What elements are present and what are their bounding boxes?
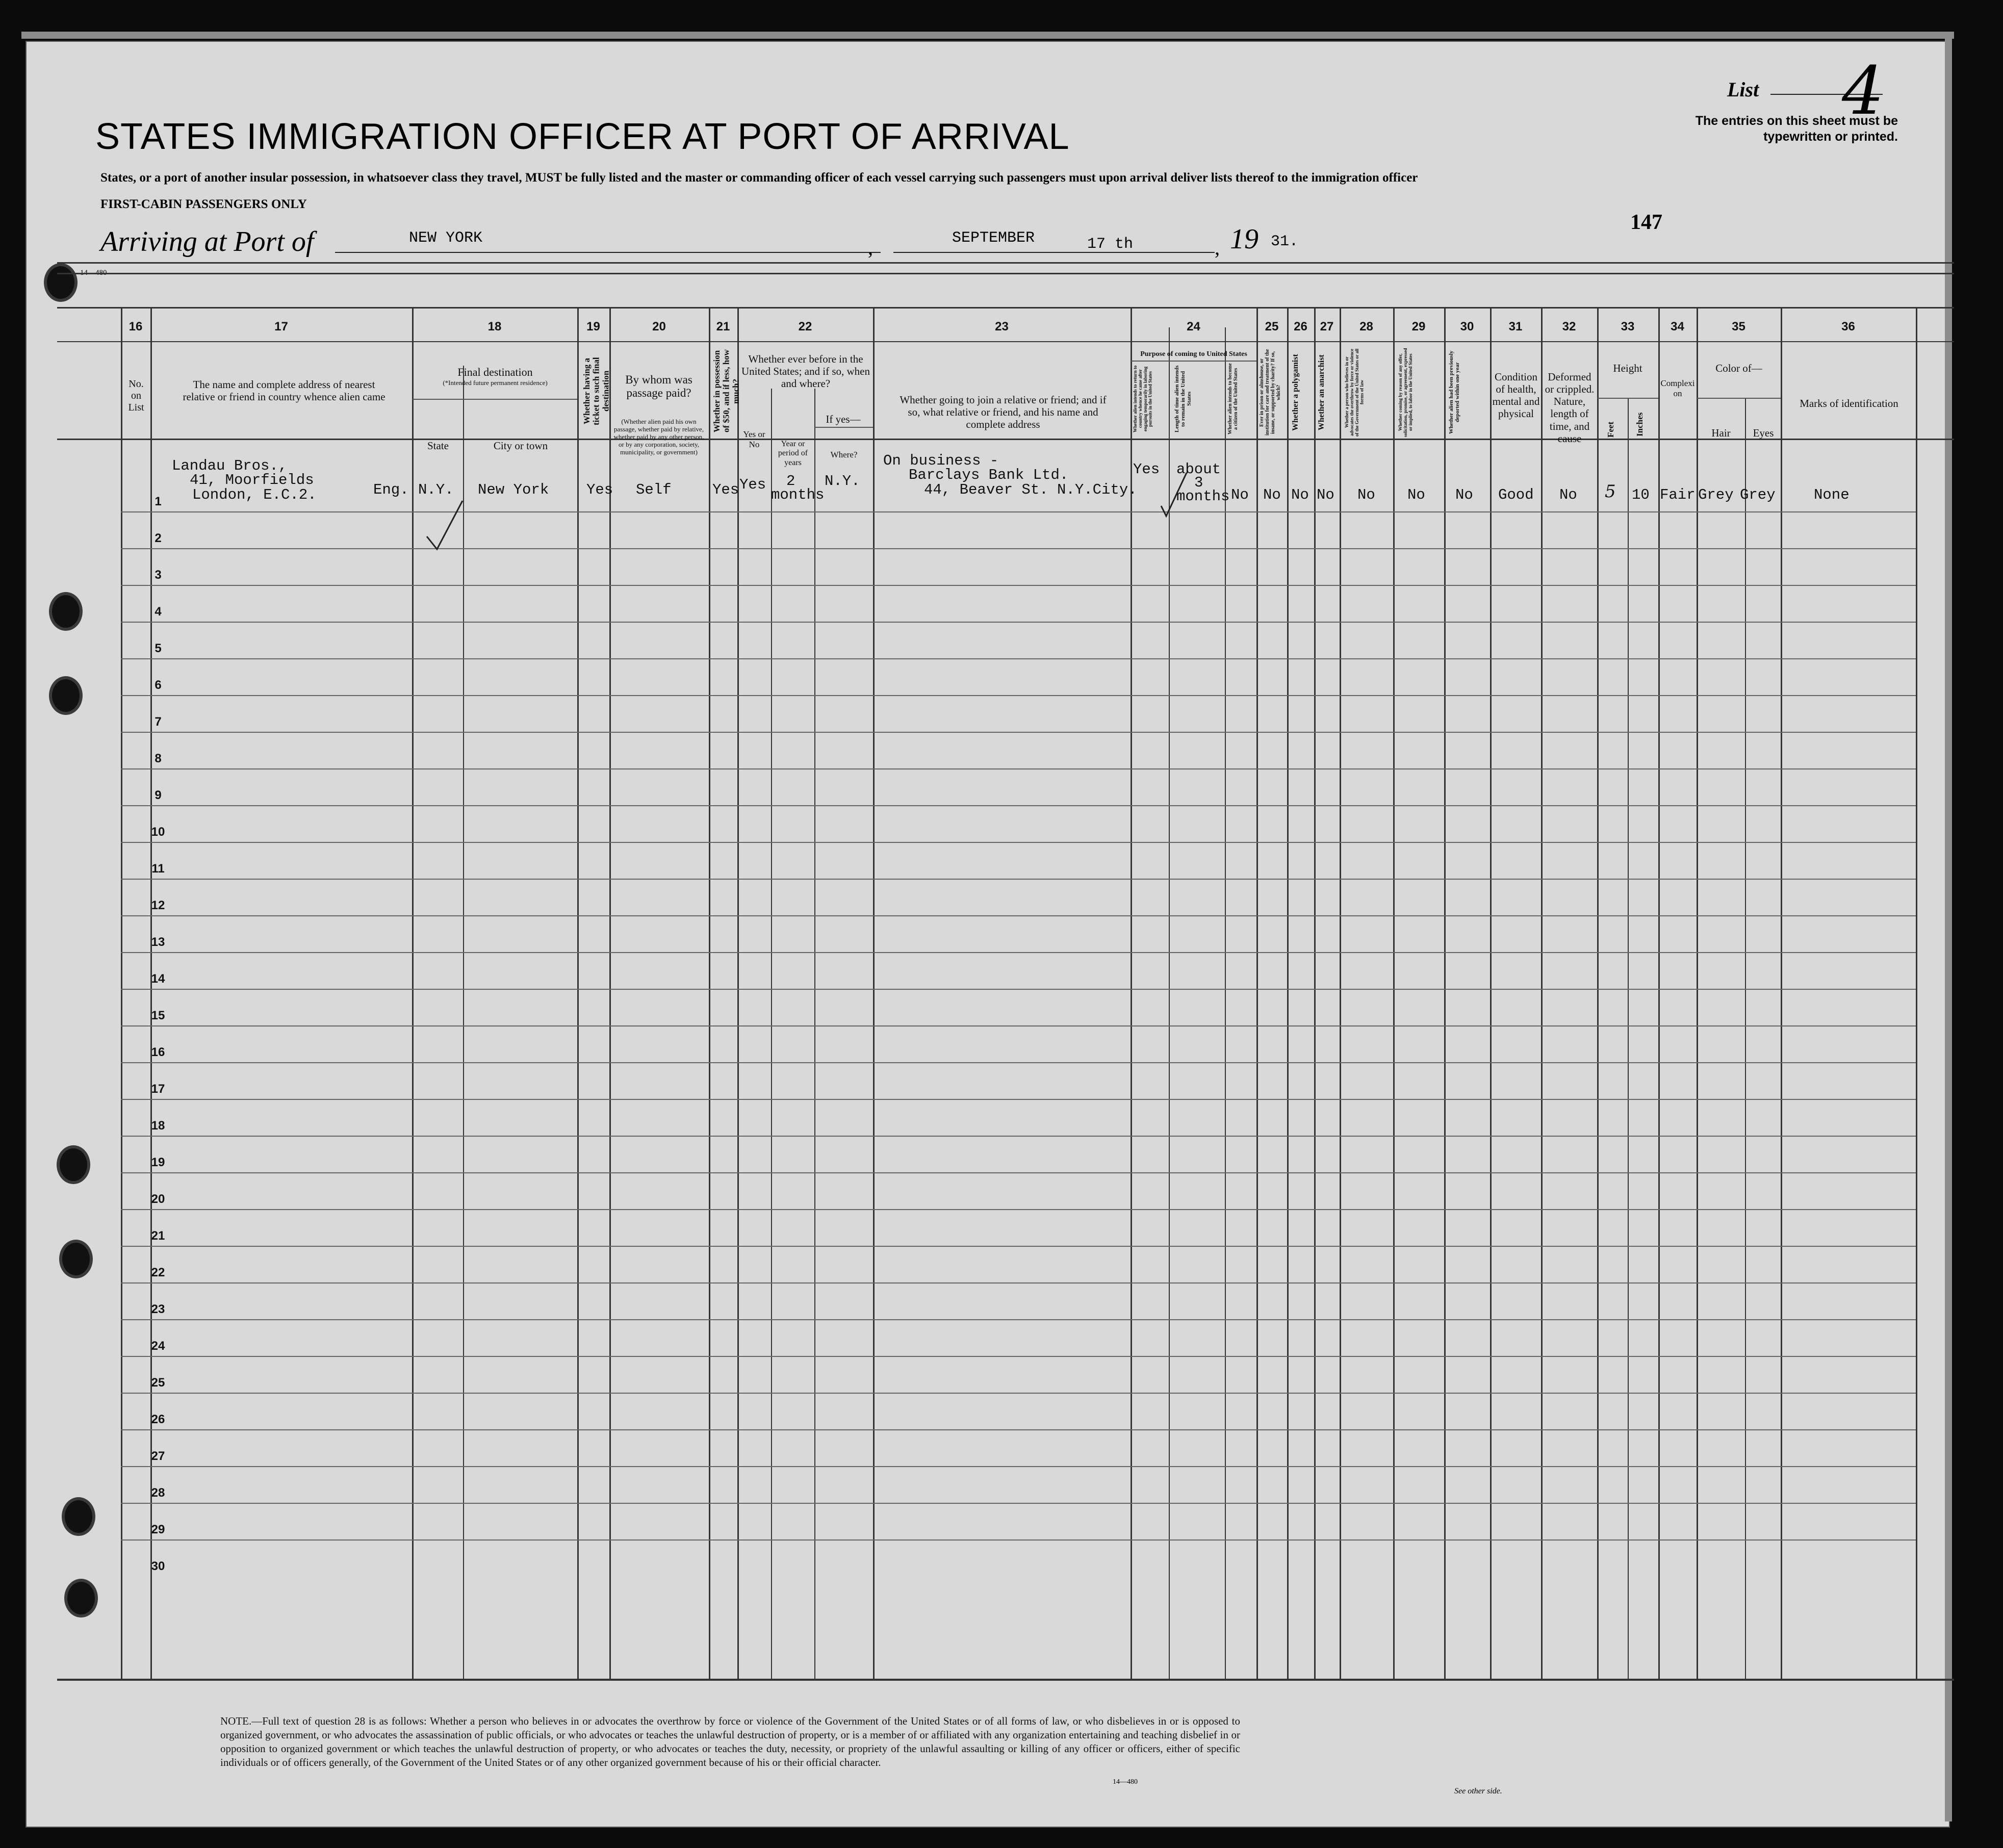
col-line bbox=[1597, 307, 1599, 1679]
period-value: 2 bbox=[786, 473, 795, 490]
row-number: 23 bbox=[151, 1302, 165, 1316]
col-line bbox=[1393, 307, 1395, 1679]
row-rule bbox=[121, 768, 1916, 769]
row-rule bbox=[121, 842, 1916, 843]
row-number: 5 bbox=[155, 641, 162, 655]
header-anarchist: Whether an anarchist bbox=[1317, 354, 1326, 430]
col-number-20: 20 bbox=[652, 320, 666, 333]
relative-line-3: London, E.C.2. bbox=[192, 486, 317, 503]
col-number-18: 18 bbox=[487, 320, 502, 333]
arriving-label: Arriving at Port of bbox=[100, 226, 314, 258]
row-number: 11 bbox=[151, 862, 165, 876]
header-passage-paid: By whom was passage paid? bbox=[625, 373, 692, 400]
before-in-us-value: Yes bbox=[739, 476, 766, 493]
row-rule bbox=[121, 915, 1916, 916]
header-complexion: Complexion bbox=[1660, 378, 1695, 398]
row-rule bbox=[121, 1209, 1916, 1210]
col-line bbox=[873, 307, 875, 1679]
row-number: 30 bbox=[151, 1559, 165, 1573]
header-purpose: Purpose of coming to United States bbox=[1140, 350, 1247, 358]
col-line bbox=[1287, 307, 1289, 1679]
header-where: Where? bbox=[830, 450, 858, 459]
col-line bbox=[1541, 307, 1543, 1679]
row-rule bbox=[121, 1282, 1916, 1284]
col-number-23: 23 bbox=[995, 320, 1009, 333]
row-number: 12 bbox=[151, 899, 165, 912]
col-line bbox=[1340, 307, 1341, 1679]
offer-labor-value: No bbox=[1407, 486, 1425, 503]
row-number: 1 bbox=[155, 495, 162, 508]
header-state: State bbox=[427, 440, 449, 452]
col-number-16: 16 bbox=[129, 320, 143, 333]
row-number: 9 bbox=[155, 788, 162, 802]
hair-value: Grey bbox=[1698, 486, 1734, 503]
row-number: 21 bbox=[151, 1229, 165, 1243]
row-number: 18 bbox=[151, 1119, 165, 1133]
relative-line-2: 41, Moorfields bbox=[190, 472, 314, 489]
header-possession-50: Whether in possession of $50, and if less, how much? bbox=[712, 349, 741, 433]
comma-1: , bbox=[868, 236, 873, 259]
punch-hole bbox=[62, 1243, 90, 1275]
sub-rule bbox=[1598, 398, 1658, 399]
header-ticket: Whether having a ticket to such final destination bbox=[582, 357, 611, 425]
table-top bbox=[57, 307, 1954, 309]
col-line bbox=[771, 389, 772, 1679]
row-rule bbox=[121, 1136, 1916, 1137]
header-deported: Whether alien had been previously deported within one year bbox=[1448, 350, 1461, 434]
length-line-2: 3 bbox=[1194, 474, 1203, 491]
list-label: List bbox=[1727, 78, 1759, 101]
row-rule bbox=[121, 1099, 1916, 1100]
sub-rule bbox=[815, 427, 873, 428]
page-edge bbox=[21, 32, 1954, 39]
row-rule bbox=[121, 989, 1916, 990]
header-rule bbox=[57, 273, 1954, 274]
col-number-28: 28 bbox=[1359, 320, 1373, 333]
col-line bbox=[1658, 307, 1660, 1679]
row-number: 27 bbox=[151, 1449, 165, 1463]
row-number: 25 bbox=[151, 1376, 165, 1390]
col-number-32: 32 bbox=[1562, 320, 1576, 333]
col-number-17: 17 bbox=[274, 320, 288, 333]
period-unit: months bbox=[771, 486, 825, 503]
header-overthrow: Whether a person who believes in or advocates the overthrow by force or violence of the Government of the United States or all forms of law bbox=[1344, 348, 1365, 437]
header-feet: Feet bbox=[1606, 421, 1615, 438]
header-citizen-intent: Whether alien intends to become a citizen of the United States bbox=[1227, 363, 1239, 434]
polygamist-value: No bbox=[1291, 486, 1309, 503]
col-number-25: 25 bbox=[1265, 320, 1279, 333]
manifest-sheet bbox=[25, 41, 1950, 1828]
note-form-code: 14—480 bbox=[1113, 1778, 1138, 1786]
relative-country: Eng. bbox=[373, 481, 409, 498]
header-deformed: Deformed or crippled. Nature, length of time, and cause bbox=[1545, 371, 1595, 445]
row-number: 28 bbox=[151, 1486, 165, 1500]
row-rule bbox=[121, 511, 1916, 512]
punch-hole bbox=[52, 595, 80, 628]
row-rule bbox=[121, 1503, 1916, 1504]
row-rule bbox=[121, 732, 1916, 733]
prison-value: No bbox=[1263, 486, 1281, 503]
col-line bbox=[463, 366, 464, 1679]
header-color-of: Color of— bbox=[1715, 362, 1762, 374]
port-value: NEW YORK bbox=[409, 229, 483, 247]
row-rule bbox=[121, 1393, 1916, 1394]
row-rule bbox=[121, 548, 1916, 549]
row-number: 8 bbox=[155, 752, 162, 765]
date-line bbox=[893, 252, 1215, 253]
question-28-note: NOTE.—Full text of question 28 is as follows: Whether a person who believes in or advocates the overthrow by force or violence of the Government of the United States or of all forms of law, or who disbelieves in or is opposed to organized government, or who advocates the assassination of public officials, or who advocates or teaches the unlawful destruction of property, or is a member of or affiliated with any organization entertaining and teaching disbelief in or opposition to organized government or which teaches the unlawful destruction of property, or who advocates or teaches the duty, necessity, or propriety of the unlawful assaulting or killing of any officer or officers, either of specific individuals or of officers generally, of the Government of the United States or of any other organized government because of his or their official character. bbox=[220, 1715, 1240, 1768]
year-prefix: 19 bbox=[1230, 223, 1259, 255]
col-number-31: 31 bbox=[1508, 320, 1523, 333]
col-line bbox=[1490, 307, 1492, 1679]
possession-value: Yes bbox=[712, 481, 739, 498]
header-length-stay: Length of time alien intends to remain in the United States bbox=[1174, 365, 1193, 432]
header-year-period: Year or period of years bbox=[778, 440, 808, 467]
col-number-22: 22 bbox=[798, 320, 812, 333]
row-rule bbox=[121, 1172, 1916, 1173]
col-number-26: 26 bbox=[1294, 320, 1307, 333]
table-bottom bbox=[57, 1679, 1954, 1681]
sub-rule bbox=[1131, 361, 1256, 362]
row-number: 10 bbox=[151, 825, 165, 839]
header-final-destination-note: (*Intended future permanent residence) bbox=[443, 379, 548, 387]
col-line bbox=[1444, 307, 1446, 1679]
complexion-value: Fair bbox=[1660, 486, 1696, 503]
row-number: 2 bbox=[155, 531, 162, 545]
header-rule bbox=[57, 262, 1954, 264]
row-number: 29 bbox=[151, 1523, 165, 1536]
header-if-yes: If yes— bbox=[826, 413, 861, 425]
col-line bbox=[1131, 307, 1132, 1679]
row-number: 26 bbox=[151, 1413, 165, 1426]
punch-hole bbox=[60, 1148, 87, 1181]
length-line-1: about bbox=[1176, 461, 1221, 478]
row-number: 17 bbox=[151, 1082, 165, 1096]
col-line bbox=[412, 307, 414, 1679]
row-rule bbox=[121, 622, 1916, 623]
row-rule bbox=[121, 1246, 1916, 1247]
header-prison: Ever in prison or almshouse, or institution for care and treatment of the insane, or supported by charity? If so, which? bbox=[1259, 349, 1281, 436]
header-height: Height bbox=[1613, 362, 1642, 374]
row-rule bbox=[121, 1319, 1916, 1320]
col-line bbox=[1745, 399, 1746, 1679]
header-eyes: Eyes bbox=[1753, 427, 1774, 439]
row-number: 22 bbox=[151, 1266, 165, 1279]
join-line-1: On business - bbox=[883, 452, 999, 469]
col-line bbox=[1314, 307, 1316, 1679]
header-bottom bbox=[57, 439, 1954, 440]
dest-state: N.Y. bbox=[418, 481, 454, 498]
anarchist-value: No bbox=[1317, 486, 1334, 503]
length-line-3: months bbox=[1176, 488, 1230, 505]
col-number-27: 27 bbox=[1320, 320, 1334, 333]
row-rule bbox=[121, 1539, 1916, 1541]
deformed-value: No bbox=[1559, 486, 1577, 503]
page-edge bbox=[1945, 37, 1952, 1821]
row-number: 16 bbox=[151, 1045, 165, 1059]
punch-hole bbox=[67, 1582, 95, 1614]
row-rule bbox=[121, 1466, 1916, 1467]
join-line-2: Barclays Bank Ltd. bbox=[909, 467, 1069, 483]
row-rule bbox=[121, 1025, 1916, 1026]
year-suffix: 31. bbox=[1271, 233, 1299, 250]
col-line bbox=[150, 307, 152, 1679]
return-intent-value: Yes bbox=[1133, 461, 1160, 478]
page-title: STATES IMMIGRATION OFFICER AT PORT OF ARRIVAL bbox=[95, 116, 1070, 157]
col-line bbox=[737, 307, 739, 1679]
col-line bbox=[1256, 307, 1258, 1679]
health-value: Good bbox=[1498, 486, 1534, 503]
day-value: 17 th bbox=[1087, 236, 1134, 253]
sub-rule bbox=[1697, 398, 1781, 399]
deported-value: No bbox=[1455, 486, 1473, 503]
row-number: 14 bbox=[151, 972, 165, 986]
header-passage-paid-note: (Whether alien paid his own passage, whether paid by relative, whether paid by any other person, or by any corporation, society, municipality, or government) bbox=[613, 418, 704, 456]
header-final-destination: Final destination bbox=[457, 366, 533, 378]
row-number: 4 bbox=[155, 605, 162, 619]
punch-hole bbox=[52, 679, 80, 712]
month-value: SEPTEMBER bbox=[952, 229, 1035, 247]
header-inches: Inches bbox=[1635, 412, 1645, 437]
relative-line-1: Landau Bros., bbox=[172, 457, 288, 474]
row-number: 15 bbox=[151, 1009, 165, 1022]
join-line-3: 44, Beaver St. N.Y.City. bbox=[924, 481, 1137, 498]
port-line bbox=[335, 252, 881, 253]
col-number-19: 19 bbox=[586, 320, 600, 333]
col-number-29: 29 bbox=[1411, 320, 1426, 333]
overthrow-value: No bbox=[1357, 486, 1375, 503]
punch-hole bbox=[65, 1500, 92, 1533]
comma-2: , bbox=[1215, 236, 1220, 259]
row-rule bbox=[121, 1429, 1916, 1430]
class-line: FIRST-CABIN PASSENGERS ONLY bbox=[100, 197, 307, 211]
where-value: N.Y. bbox=[825, 473, 860, 490]
header-health: Condition of health, mental and physical bbox=[1492, 371, 1540, 420]
row-rule bbox=[121, 805, 1916, 806]
row-number: 3 bbox=[155, 568, 162, 582]
citizen-value: No bbox=[1231, 486, 1249, 503]
header-no-on-list: No. on List bbox=[128, 378, 144, 413]
header-return-intent: Whether alien intends to return to country whence he came after engaging temporarily in laboring pursuits in the United States bbox=[1133, 365, 1153, 432]
header-polygamist: Whether a polygamist bbox=[1291, 354, 1300, 431]
header-hair: Hair bbox=[1711, 427, 1731, 439]
list-number: 4 bbox=[1842, 52, 1884, 130]
row-number: 24 bbox=[151, 1339, 165, 1353]
eyes-value: Grey bbox=[1740, 486, 1776, 503]
col-line bbox=[609, 307, 611, 1679]
header-before-in-us: Whether ever before in the United States; and if so, when and where? bbox=[741, 353, 870, 390]
row-number: 7 bbox=[155, 715, 162, 729]
check-mark bbox=[424, 498, 465, 554]
row-rule bbox=[121, 695, 1916, 696]
col-line bbox=[814, 389, 815, 1679]
row-number: 13 bbox=[151, 935, 165, 949]
row-rule bbox=[121, 1062, 1916, 1063]
col-line bbox=[1697, 307, 1698, 1679]
feet-value: 5 bbox=[1605, 481, 1616, 502]
col-number-33: 33 bbox=[1621, 320, 1635, 333]
punch-hole bbox=[47, 266, 74, 299]
header-city: City or town bbox=[493, 440, 548, 452]
page-subtitle: States, or a port of another insular possession, in whatsoever class they travel, MUST be fully listed and the master or commanding officer of each vessel carrying such passengers must upon arrival deliver lists thereof to the immigration officer bbox=[100, 171, 1418, 185]
header-offer-labor: Whether coming by reason of any offer, solicitation, promise, or agreement, expressed or implied, to labor in the United States bbox=[1398, 348, 1413, 437]
inches-value: 10 bbox=[1632, 486, 1650, 503]
colnum-rule bbox=[57, 341, 1954, 342]
row-rule bbox=[121, 1356, 1916, 1357]
typewritten-note: The entries on this sheet must be typewritten or printed. bbox=[1695, 114, 1898, 144]
dest-city: New York bbox=[478, 481, 549, 498]
col-number-21: 21 bbox=[716, 320, 730, 333]
header-yes-no: Yes or No bbox=[743, 429, 765, 449]
col-number-34: 34 bbox=[1671, 320, 1684, 333]
col-line bbox=[1628, 399, 1629, 1679]
row-number: 20 bbox=[151, 1192, 165, 1206]
header-relative-address: The name and complete address of nearest relative or friend in country whence alien came bbox=[183, 378, 386, 403]
see-other-side: See other side. bbox=[1454, 1787, 1502, 1795]
col-line bbox=[577, 307, 579, 1679]
ticket-value: Yes bbox=[586, 481, 613, 498]
col-number-30: 30 bbox=[1460, 320, 1474, 333]
row-rule bbox=[121, 585, 1916, 586]
row-rule bbox=[121, 658, 1916, 659]
header-marks: Marks of identification bbox=[1800, 397, 1898, 409]
col-line bbox=[1169, 327, 1170, 1679]
col-line bbox=[1916, 307, 1917, 1679]
check-mark bbox=[1159, 470, 1189, 521]
col-number-36: 36 bbox=[1841, 320, 1855, 333]
row-rule bbox=[121, 879, 1916, 880]
row-rule bbox=[121, 952, 1916, 953]
col-line bbox=[121, 307, 122, 1679]
sub-rule bbox=[413, 399, 577, 400]
marks-value: None bbox=[1814, 486, 1850, 503]
col-line bbox=[709, 307, 710, 1679]
passage-paid-value: Self bbox=[636, 481, 672, 498]
col-number-35: 35 bbox=[1732, 320, 1745, 333]
col-number-24: 24 bbox=[1187, 320, 1200, 333]
sheet-number: 147 bbox=[1630, 211, 1662, 234]
row-number: 6 bbox=[155, 678, 162, 692]
row-number: 19 bbox=[151, 1156, 165, 1169]
col-line bbox=[1781, 307, 1782, 1679]
col-line bbox=[1225, 327, 1226, 1679]
header-join-relative: Whether going to join a relative or friend; and if so, what relative or friend, and his name and complete address bbox=[900, 394, 1107, 431]
